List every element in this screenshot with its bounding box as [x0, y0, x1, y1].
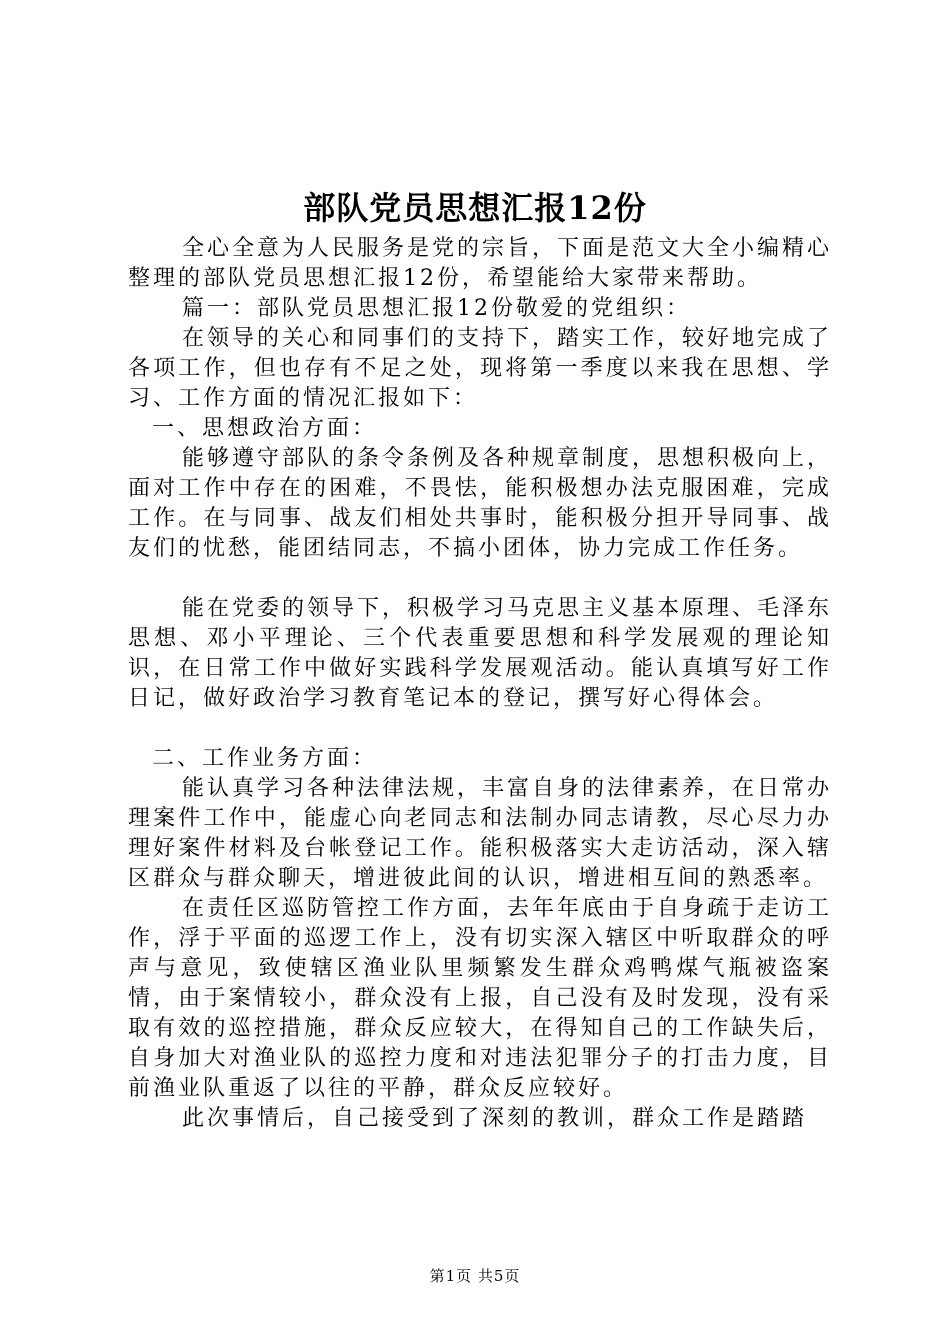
- document-title: 部队党员思想汇报12份: [303, 189, 647, 227]
- paragraph-law-study: 能认真学习各种法律法规，丰富自身的法律素养，在日常办理案件工作中，能虚心向老同志和法制办同志请教，尽心尽力办理好案件材料及台帐登记工作。能积极落实大走访活动，深入辖区群众与群众聊天，增进彼此间的认识，增进相互间的熟悉率。: [128, 776, 833, 891]
- paragraph-gap: [128, 714, 832, 744]
- paragraph-theory-study: 能在党委的领导下，积极学习马克思主义基本原理、毛泽东思想、邓小平理论、三个代表重要思想和科学发展观的理论知识，在日常工作中做好实践科学发展观活动。能认真填写好工作日记，做好政治学习教育笔记本的登记，撰写好心得体会。: [128, 596, 833, 711]
- paragraph-intro: 全心全意为人民服务是党的宗旨，下面是范文大全小编精心整理的部队党员思想汇报12份，希望能给大家带来帮助。: [128, 236, 833, 291]
- paragraph-gap: [128, 564, 832, 594]
- paragraph-lesson: 此次事情后，自己接受到了深刻的教训，群众工作是踏踏: [182, 1106, 808, 1131]
- paragraph-patrol-control: 在责任区巡防管控工作方面，去年年底由于自身疏于走访工作，浮于平面的巡逻工作上，没有切实深入辖区中听取群众的呼声与意见，致使辖区渔业队里频繁发生群众鸡鸭煤气瓶被盗案情，由于案情较小，群众没有上报，自己没有及时发现，没有采取有效的巡控措施，群众反应较大，在得知自己的工作缺失后，自身加大对渔业队的巡控力度和对违法犯罪分子的打击力度，目前渔业队重返了以往的平静，群众反应较好。: [128, 896, 833, 1101]
- heading-work-business: 二、工作业务方面：: [152, 746, 378, 771]
- document-body: [128, 234, 832, 1134]
- paragraph-section-one-heading: 篇一：部队党员思想汇报12份敬爱的党组织：: [182, 296, 691, 321]
- heading-ideology-politics: 一、思想政治方面：: [152, 416, 378, 441]
- page-footer: 第1页 共5页: [429, 1267, 521, 1285]
- paragraph-overview: 在领导的关心和同事们的支持下，踏实工作，较好地完成了各项工作，但也存有不足之处，现将第一季度以来我在思想、学习、工作方面的情况汇报如下：: [128, 326, 833, 411]
- paragraph-ideology: 能够遵守部队的条令条例及各种规章制度，思想积极向上，面对工作中存在的困难，不畏怯，能积极想办法克服困难，完成工作。在与同事、战友们相处共事时，能积极分担开导同事、战友们的忧愁，能团结同志，不搞小团体，协力完成工作任务。: [128, 446, 833, 561]
